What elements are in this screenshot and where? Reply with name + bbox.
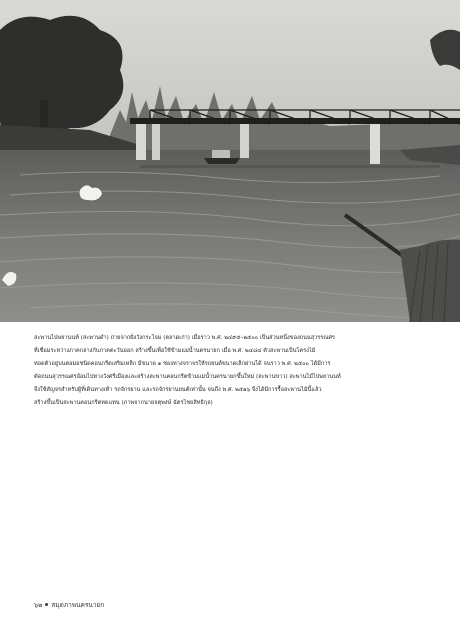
bullet-separator [45,603,48,606]
bridge-pier [240,124,249,158]
caption-line: จึงใช้สัญจรสำหรับผู้ที่เดินทางเท้า รถจักรยาน และรถจักรยานยนต์เท่านั้น จนถึง พ.ศ. ๒๕๑๖ จึงได้มีการรื้อสะพานไม้นี้แล้ว [34,386,322,393]
caption-line: สร้างขึ้นเป็นสะพานคอนกรีตทดแทน (ภาพจากนายจตุพงษ์ ฉัตรไชยสิทธิกุล) [34,399,213,406]
boat [204,158,240,164]
bridge-reflection [140,165,440,168]
caption-line: ที่เชื่อมระหว่างภาคกลางกับภาคตะวันออก สร้างขึ้นเพื่อใช้ข้ามแม่น้ำนครนายก เมื่อ พ.ศ. ๒๔๘๔ ตัวสะพานเป็นโครงไม้ [34,347,316,354]
boat-cabin [212,150,230,158]
bridge-pier [370,124,380,164]
page-number: ๖๒ [34,601,43,609]
bridge-pier [152,124,160,160]
caption-line: สะพานไปษยานนท์ (สะพานดำ) ถ่ายจากฝั่งวังกระโจม (ตลาดเก่า) เมื่อราว พ.ศ. ๒๔๙๕–๒๕๐๐ เป็นส่วนหนึ่งของถนนสุวรรณศร [34,335,336,341]
bridge-pier [136,124,146,160]
foreground-reeds [400,240,460,322]
caption-line: ตัดถนนสุวรรณศรอ้อมไปทางวังศรีเมืองและสร้างสะพานคอนกรีตข้ามแม่น้ำนครนายกขึ้นใหม่ (สะพานขาว) สะพานไม้ไปษยานนท์ [34,373,341,380]
caption-line: ทอดตัวอยู่บนตอม่อชนิดคอนกรีตเสริมเหล็ก มีขนาด ๑ ช่องทางจราจรให้รถยนต์ขนาดเล็กผ่านได้ จนราว พ.ศ. ๒๕๐๐ ได้มีการ [34,360,331,367]
page-footer [34,600,104,610]
photo-caption [34,332,426,409]
river-water [0,150,460,322]
book-title: สมุดภาพนครนายก [51,601,105,609]
